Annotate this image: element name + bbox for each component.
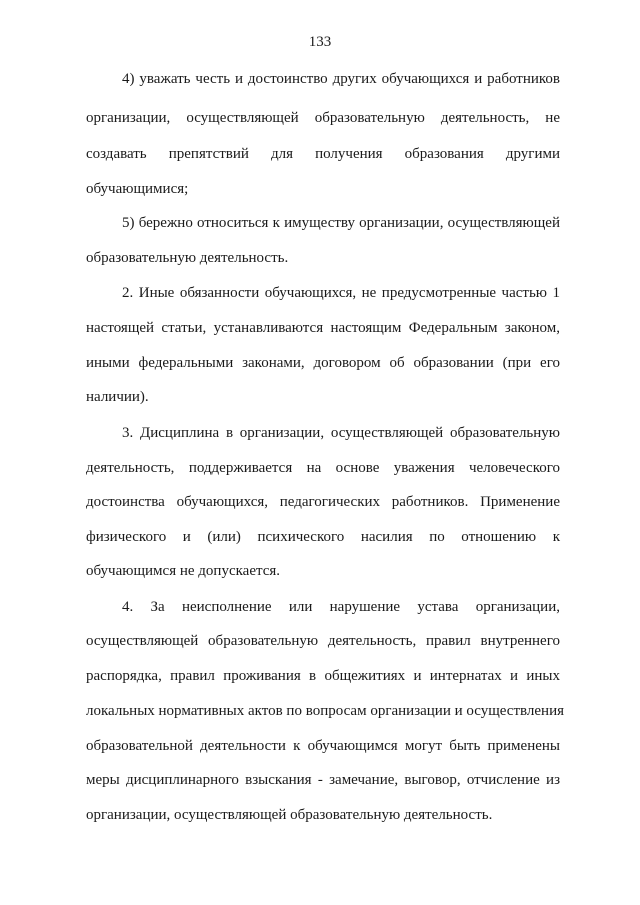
text-line: физического и (или) психического насилия по отношению к (86, 529, 560, 545)
text-line: организации, осуществляющей образовательную деятельность, не (86, 110, 560, 126)
text-line: распорядка, правил проживания в общежитиях и интернатах и иных (86, 668, 560, 684)
text-line: иными федеральными законами, договором об образовании (при его (86, 355, 560, 371)
text-line: создавать препятствий для получения образования другими (86, 146, 560, 162)
text-line: 5) бережно относиться к имуществу организации, осуществляющей (122, 215, 560, 231)
text-line: организации, осуществляющей образовательную деятельность. (86, 807, 493, 823)
text-line: образовательной деятельности к обучающимся могут быть применены (86, 738, 560, 754)
text-line: наличии). (86, 389, 149, 405)
text-line: меры дисциплинарного взыскания - замечание, выговор, отчисление из (86, 772, 560, 788)
text-line: обучающимися; (86, 181, 189, 197)
page-number: 133 (308, 34, 332, 50)
text-line: осуществляющей образовательную деятельность, правил внутреннего (86, 633, 560, 649)
text-line: достоинства обучающихся, педагогических работников. Применение (86, 494, 560, 510)
text-line: образовательную деятельность. (86, 250, 289, 266)
text-line: локальных нормативных актов по вопросам организации и осуществления (86, 703, 565, 719)
text-line: 4. За неисполнение или нарушение устава организации, (122, 599, 560, 615)
text-line: 4) уважать честь и достоинство других обучающихся и работников (122, 71, 560, 87)
text-line: 2. Иные обязанности обучающихся, не предусмотренные частью 1 (122, 285, 560, 301)
text-line: 3. Дисциплина в организации, осуществляющей образовательную (122, 425, 560, 441)
text-line: настоящей статьи, устанавливаются настоящим Федеральным законом, (86, 320, 560, 336)
text-line: обучающимся не допускается. (86, 563, 281, 579)
text-line: деятельность, поддерживается на основе уважения человеческого (86, 460, 560, 476)
